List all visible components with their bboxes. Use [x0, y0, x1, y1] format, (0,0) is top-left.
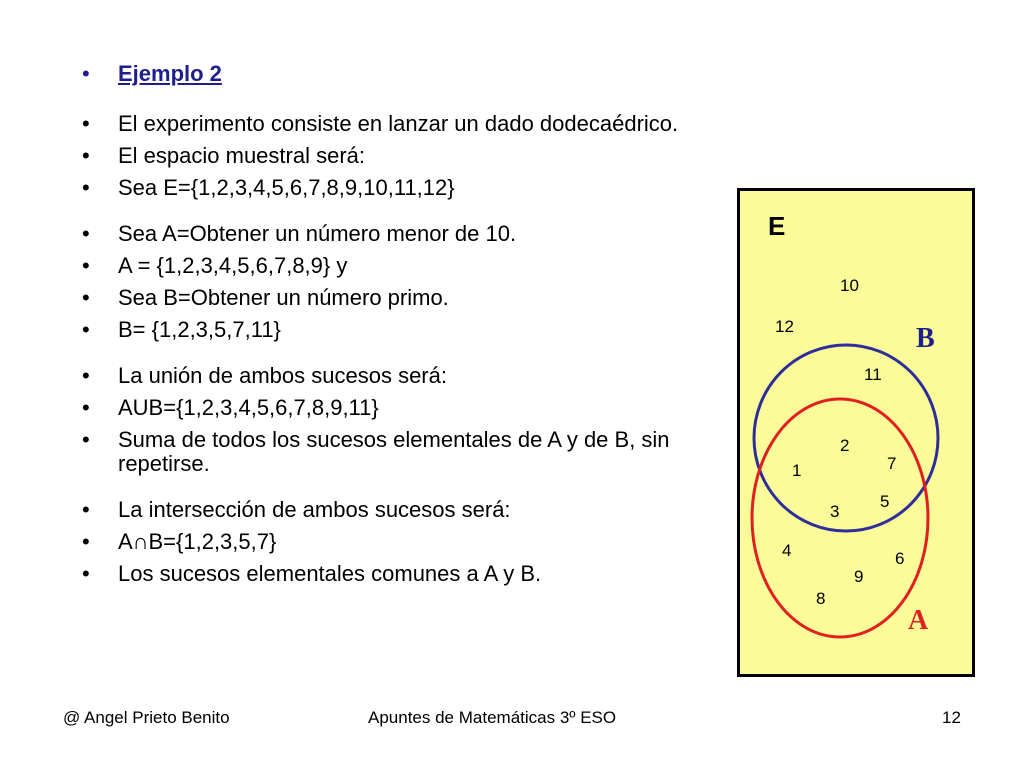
bullet-marker: • — [82, 253, 90, 278]
venn-element: 11 — [864, 365, 882, 384]
page-number: 12 — [942, 708, 961, 727]
set-b-label: B — [916, 323, 935, 354]
bullet-item — [80, 254, 720, 278]
bullet-text: Sea E={1,2,3,4,5,6,7,8,9,10,11,12} — [118, 175, 455, 200]
bullet-item — [80, 144, 720, 168]
venn-element: 6 — [895, 549, 905, 568]
bullet-marker: • — [82, 395, 90, 420]
venn-element: 2 — [840, 436, 850, 455]
bullet-text: La unión de ambos sucesos será: — [118, 363, 447, 388]
bullet-marker: • — [82, 285, 90, 310]
bullet-item — [80, 286, 720, 310]
bullet-item — [80, 530, 720, 554]
venn-element: 8 — [816, 589, 826, 608]
footer-course: Apuntes de Matemáticas 3º ESO — [368, 708, 617, 727]
bullet-title — [80, 62, 720, 86]
bullet-item — [80, 112, 720, 136]
venn-element: 4 — [782, 541, 792, 560]
venn-element: 10 — [840, 276, 859, 295]
bullet-text: Los sucesos elementales comunes a A y B. — [118, 561, 542, 586]
bullet-text: B= {1,2,3,5,7,11} — [118, 317, 281, 342]
bullet-item — [80, 396, 720, 420]
bullet-text: Sea A=Obtener un número menor de 10. — [118, 221, 517, 246]
bullet-text: A∩B={1,2,3,5,7} — [118, 529, 277, 554]
bullet-marker: • — [82, 175, 90, 200]
bullet-item — [80, 562, 720, 586]
bullet-marker: • — [82, 561, 90, 586]
venn-element: 12 — [775, 317, 794, 336]
bullet-list — [80, 62, 720, 586]
bullet-text: Suma de todos los sucesos elementales de A y de B, sin repetirse. — [118, 427, 670, 476]
bullet-item — [80, 364, 720, 388]
bullet-marker: • — [82, 363, 90, 388]
venn-element: 5 — [880, 492, 890, 511]
bullet-item — [80, 176, 720, 200]
bullet-item — [80, 498, 720, 522]
set-e-label: E — [768, 211, 786, 241]
bullet-text: AUB={1,2,3,4,5,6,7,8,9,11} — [118, 395, 379, 420]
venn-element: 1 — [792, 461, 802, 480]
bullet-text: Sea B=Obtener un número primo. — [118, 285, 449, 310]
slide-title: Ejemplo 2 — [118, 61, 222, 86]
set-a-circle — [752, 399, 928, 637]
bullet-item — [80, 222, 720, 246]
bullet-text: A = {1,2,3,4,5,6,7,8,9} y — [118, 253, 348, 278]
bullet-text: El espacio muestral será: — [118, 143, 365, 168]
venn-element: 7 — [887, 454, 897, 473]
bullet-marker: • — [82, 221, 90, 246]
bullet-marker: • — [82, 427, 90, 452]
bullet-marker: • — [82, 61, 90, 86]
bullet-marker: • — [82, 143, 90, 168]
footer-author: @ Angel Prieto Benito — [63, 708, 230, 727]
venn-diagram — [737, 188, 975, 677]
venn-element: 9 — [854, 567, 864, 586]
venn-element: 3 — [830, 502, 840, 521]
bullet-marker: • — [82, 497, 90, 522]
bullet-text: La intersección de ambos sucesos será: — [118, 497, 511, 522]
bullet-marker: • — [82, 317, 90, 342]
bullet-item — [80, 318, 720, 342]
bullet-item — [80, 428, 720, 476]
bullet-marker: • — [82, 529, 90, 554]
venn-circles — [740, 191, 972, 674]
bullet-marker: • — [82, 111, 90, 136]
bullet-text: El experimento consiste en lanzar un dado dodecaédrico. — [118, 111, 679, 136]
set-a-label: A — [908, 605, 929, 636]
